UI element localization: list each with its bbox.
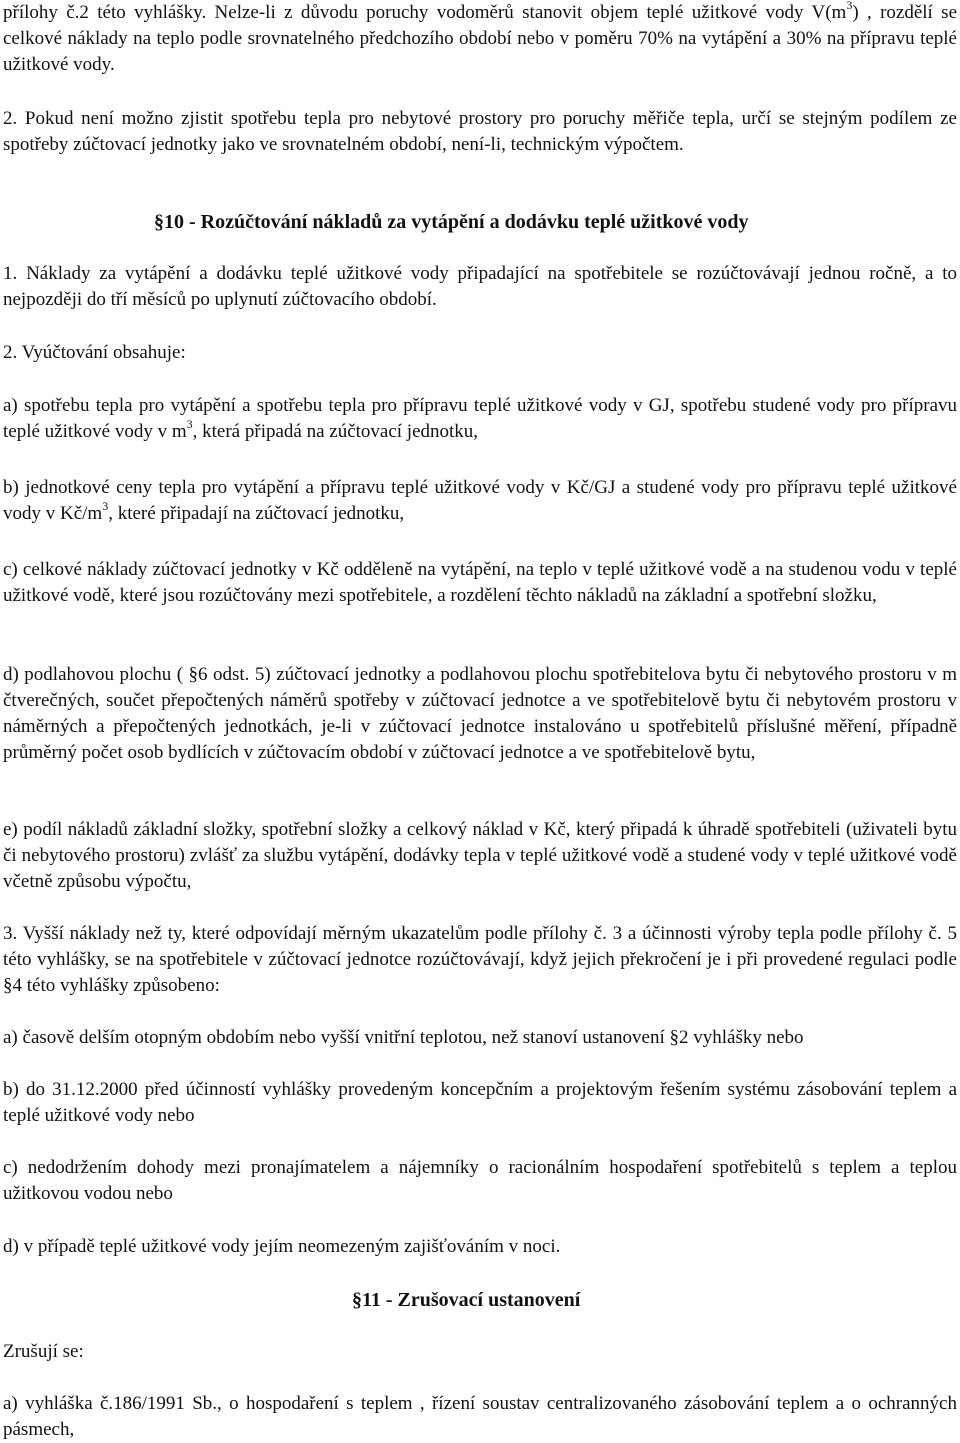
text-segment: a) časově delším otopným obdobím nebo vyšší vnitřní teplotou, než stanoví ustanovení <box>3 1027 670 1048</box>
section-sign-icon: § <box>352 1289 362 1311</box>
list3-item-d: d) v případě teplé užitkové vody jejím neomezeným zajišťováním v noci. <box>3 1236 561 1257</box>
section-10-title: 10 - Rozúčtování nákladů za vytápění a dodávku teplé užitkové vody <box>164 211 749 233</box>
section-10-paragraph-2: 2. Vyúčtování obsahuje: <box>3 342 186 363</box>
repeal-intro: Zrušují se: <box>3 1341 84 1362</box>
section-sign-icon: § <box>3 975 13 996</box>
section-11-heading <box>352 1287 652 1313</box>
section-11-title: 11 - Zrušovací ustanovení <box>362 1289 581 1311</box>
text-segment: , která připadá na zúčtovací jednotku, <box>192 421 479 442</box>
superscript: 3 <box>102 498 109 513</box>
list-item-a <box>3 393 957 445</box>
section-10-paragraph-3 <box>3 921 957 999</box>
section-sign-icon: § <box>188 664 199 685</box>
text-segment: 4 této vyhlášky způsobeno: <box>12 975 220 996</box>
list3-item-a <box>3 1025 957 1051</box>
text-segment: , které připadají na zúčtovací jednotku, <box>108 503 405 524</box>
list-item-d <box>3 662 957 766</box>
text-segment: d) podlahovou plochu ( <box>3 664 189 685</box>
section-10-heading <box>154 209 834 235</box>
text-segment: 6 odst. 5) zúčtovací jednotky a podlahovou plochu spotřebitelova bytu či nebytového prostoru v m čtverečných, součet přepočtených náměrů spotřeby v zúčtovací jednotce a ve spotřebitelově bytu či nebytovém prostoru v náměrných a přepočtených jednotkách, je-li v zúčtovací jednotce instalováno u spotřebitelů příslušné měření, případně průměrný počet osob bydlících v zúčtovacím období v zúčtovací jednotce a ve spotřebitelově bytu, <box>3 664 958 763</box>
text-segment: a) spotřebu tepla pro vytápění a spotřebu tepla pro přípravu teplé užitkové vody v GJ, spotřebu studené vody pro přípravu teplé užitkové vody v m <box>3 395 957 442</box>
text-segment: 2 vyhlášky nebo <box>678 1027 804 1048</box>
superscript: 3 <box>846 0 853 12</box>
list-item-c: c) celkové náklady zúčtovací jednotky v Kč odděleně na vytápění, na teplo v teplé užitkové vodě a na studenou vodu v teplé užitkové vodě, které jsou rozúčtovány mezi spotřebitele, a rozdělení těchto nákladů na základní a spotřební složku, <box>3 559 957 606</box>
repeal-item-a: a) vyhláška č.186/1991 Sb., o hospodaření s teplem , řízení soustav centralizovaného zásobování teplem a o ochranných pásmech, <box>3 1393 957 1440</box>
text-segment: přílohy č.2 této vyhlášky. Nelze-li z důvodu poruchy vodoměrů stanovit objem teplé užitkové vody V(m <box>3 2 847 23</box>
superscript: 3 <box>186 416 193 431</box>
list3-item-c: c) nedodržením dohody mezi pronajímatelem a nájemníky o racionálním hospodaření spotřebitelů s teplem a teplou užitkovou vodou nebo <box>3 1157 957 1204</box>
paragraph-2: 2. Pokud není možno zjistit spotřebu tepla pro nebytové prostory pro poruchy měřiče tepla, určí se stejným podílem ze spotřeby zúčtovací jednotky jako ve srovnatelném období, není-li, technickým výpočtem. <box>3 108 957 155</box>
paragraph-intro <box>3 0 957 78</box>
list-item-e: e) podíl nákladů základní složky, spotřební složky a celkový náklad v Kč, který připadá k úhradě spotřebiteli (uživateli bytu či nebytového prostoru) zvlášť za službu vytápění, dodávky tepla v teplé užitkové vodě a studené vody v teplé užitkové vodě včetně způsobu výpočtu, <box>3 819 957 892</box>
section-sign-icon: § <box>154 211 164 233</box>
text-segment: 3. Vyšší náklady než ty, které odpovídají měrným ukazatelům podle přílohy č. 3 a účinnosti výroby tepla podle přílohy č. 5 této vyhlášky, se na spotřebitele v zúčtovací jednotce rozúčtovávají, když jejich překročení je i při provedené regulaci podle <box>3 923 957 970</box>
text-segment: b) jednotkové ceny tepla pro vytápění a přípravu teplé užitkové vody v Kč/GJ a studené vody pro přípravu teplé užitkové vody v Kč/m <box>3 477 957 524</box>
text-segment: ) , rozdělí se celkové náklady na teplo podle srovnatelného předchozího období nebo v poměru 70% na vytápění a 30% na přípravu teplé užitkové vody. <box>3 2 957 75</box>
section-sign-icon: § <box>669 1027 679 1048</box>
list3-item-b: b) do 31.12.2000 před účinností vyhlášky provedeným koncepčním a projektovým řešením systému zásobování teplem a teplé užitkové vody nebo <box>3 1079 957 1126</box>
section-10-paragraph-1: 1. Náklady za vytápění a dodávku teplé užitkové vody připadající na spotřebitele se rozúčtovávají jednou ročně, a to nejpozději do tří měsíců po uplynutí zúčtovacího období. <box>3 263 957 310</box>
list-item-b <box>3 475 957 527</box>
